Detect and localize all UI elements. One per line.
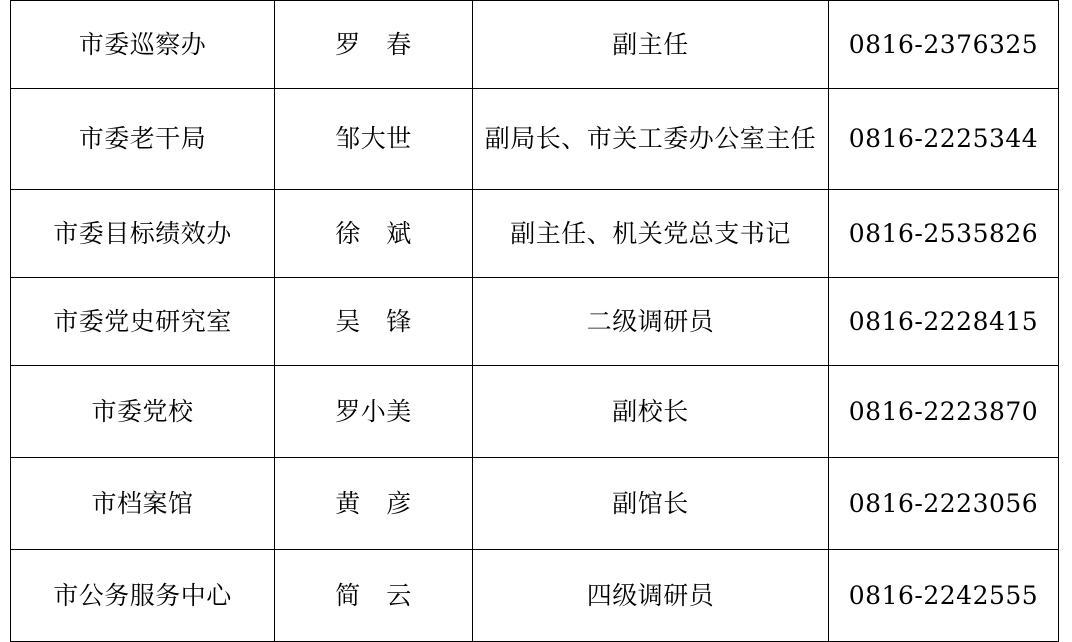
cell-title: 副局长、市关工委办公室主任 (473, 89, 829, 190)
cell-phone: 0816-2223870 (829, 366, 1059, 458)
table-row (11, 458, 1059, 550)
cell-phone: 0816-2228415 (829, 278, 1059, 366)
cell-title: 副主任、机关党总支书记 (473, 190, 829, 278)
cell-phone: 0816-2242555 (829, 550, 1059, 642)
table-row (11, 278, 1059, 366)
contact-directory-table (10, 0, 1059, 642)
cell-title: 副校长 (473, 366, 829, 458)
cell-name: 简 云 (275, 550, 473, 642)
table-row (11, 89, 1059, 190)
cell-phone: 0816-2223056 (829, 458, 1059, 550)
table-body (11, 1, 1059, 642)
cell-name: 黄 彦 (275, 458, 473, 550)
cell-title: 副馆长 (473, 458, 829, 550)
cell-name: 邹大世 (275, 89, 473, 190)
cell-name: 徐 斌 (275, 190, 473, 278)
cell-name: 罗小美 (275, 366, 473, 458)
cell-department: 市档案馆 (11, 458, 275, 550)
table-row (11, 366, 1059, 458)
cell-title: 副主任 (473, 1, 829, 89)
cell-department: 市委党史研究室 (11, 278, 275, 366)
cell-title: 二级调研员 (473, 278, 829, 366)
cell-department: 市委老干局 (11, 89, 275, 190)
table-row (11, 190, 1059, 278)
cell-phone: 0816-2225344 (829, 89, 1059, 190)
cell-phone: 0816-2535826 (829, 190, 1059, 278)
cell-department: 市委巡察办 (11, 1, 275, 89)
cell-title: 四级调研员 (473, 550, 829, 642)
cell-name: 罗 春 (275, 1, 473, 89)
cell-department: 市委党校 (11, 366, 275, 458)
cell-department: 市委目标绩效办 (11, 190, 275, 278)
cell-name: 吴 锋 (275, 278, 473, 366)
cell-department: 市公务服务中心 (11, 550, 275, 642)
table-row (11, 1, 1059, 89)
cell-phone: 0816-2376325 (829, 1, 1059, 89)
table-row (11, 550, 1059, 642)
